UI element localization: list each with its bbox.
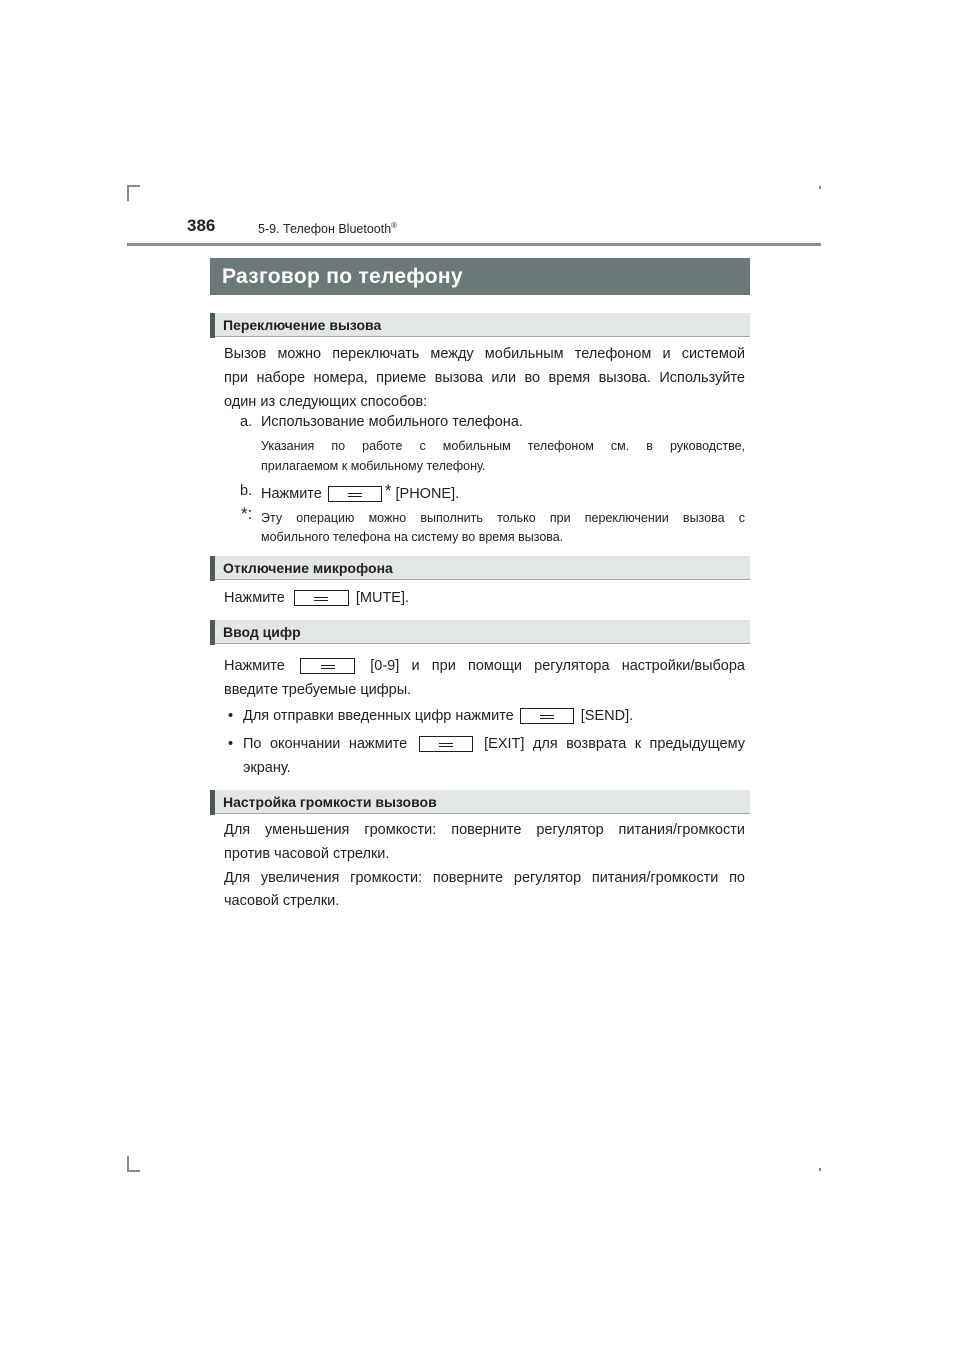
volume-para-2-line-2: часовой стрелки. <box>224 893 340 909</box>
item-b-text-before: Нажмите <box>261 486 322 502</box>
bullet-2-text-after: [EXIT] для возврата к предыдущему <box>484 736 745 752</box>
menu-button-icon <box>520 708 574 724</box>
crop-mark-tr <box>819 186 821 189</box>
page-title: Разговор по телефону <box>210 258 750 295</box>
section-heading-digits: Ввод цифр <box>210 620 750 644</box>
bullet-2-marker: • <box>228 736 234 752</box>
crop-mark-tl-v <box>127 185 129 201</box>
menu-button-icon <box>419 736 473 752</box>
section-heading-call-switch: Переключение вызова <box>210 313 750 337</box>
digits-line-1 <box>224 654 745 678</box>
bullet-1-text-after: [SEND]. <box>580 708 634 724</box>
bullet-1-marker: • <box>228 708 234 724</box>
digits-text-after: [0-9] и при помощи регулятора настройки/выбора <box>370 658 745 674</box>
header-rule <box>127 243 821 246</box>
mute-line <box>224 586 409 610</box>
registered-mark: ® <box>391 221 398 230</box>
digits-text-before: Нажмите <box>224 658 285 674</box>
intro-line-1: Вызов можно переключать между мобильным телефоном и системой <box>224 346 745 362</box>
footnote-line-1: Эту операцию можно выполнить только при переключении вызова с <box>261 511 745 525</box>
bullet-1-text-before: Для отправки введенных цифр нажмите <box>243 708 514 724</box>
bullet-2-line <box>243 732 745 756</box>
intro-line-3: один из следующих способов: <box>224 394 428 410</box>
crop-mark-tl-h <box>127 185 140 187</box>
item-a-note-line-1: Указания по работе с мобильным телефоном см. в руководстве, <box>261 439 745 453</box>
crop-mark-br <box>819 1168 821 1171</box>
item-b-line <box>261 479 459 506</box>
footnote-mark: *: <box>241 504 253 523</box>
item-a-text: Использование мобильного телефона. <box>261 414 523 430</box>
volume-para-1-line-1: Для уменьшения громкости: поверните регулятор питания/громкости <box>224 822 745 838</box>
mute-text-before: Нажмите <box>224 590 285 606</box>
running-header <box>258 221 397 236</box>
bullet-2-continuation: экрану. <box>243 760 291 776</box>
crop-mark-bl-h <box>127 1170 140 1172</box>
page-number: 386 <box>187 216 216 235</box>
footnote-line-2: мобильного телефона на систему во время вызова. <box>261 530 564 544</box>
item-a-label: a. <box>240 414 253 430</box>
volume-para-1-line-2: против часовой стрелки. <box>224 846 390 862</box>
mute-text-after: [MUTE]. <box>355 590 410 606</box>
menu-button-icon <box>294 590 349 606</box>
menu-button-icon <box>300 658 355 674</box>
section-title: 5-9. Телефон Bluetooth <box>258 222 392 237</box>
item-b-label: b. <box>240 483 253 499</box>
bullet-1-line <box>243 704 633 728</box>
item-a-note-line-2: прилагаемом к мобильному телефону. <box>261 459 486 473</box>
volume-para-2-line-1: Для увеличения громкости: поверните регулятор питания/громкости по <box>224 870 745 886</box>
bullet-2-text-before: По окончании нажмите <box>243 736 408 752</box>
menu-button-icon <box>328 486 382 502</box>
item-b-text-after: [PHONE]. <box>395 486 460 502</box>
digits-line-2: введите требуемые цифры. <box>224 682 412 698</box>
section-heading-volume: Настройка громкости вызовов <box>210 790 750 814</box>
footnote-star: * <box>384 481 392 500</box>
section-heading-mic-mute: Отключение микрофона <box>210 556 750 580</box>
intro-line-2: при наборе номера, приеме вызова или во время вызова. Используйте <box>224 370 745 386</box>
